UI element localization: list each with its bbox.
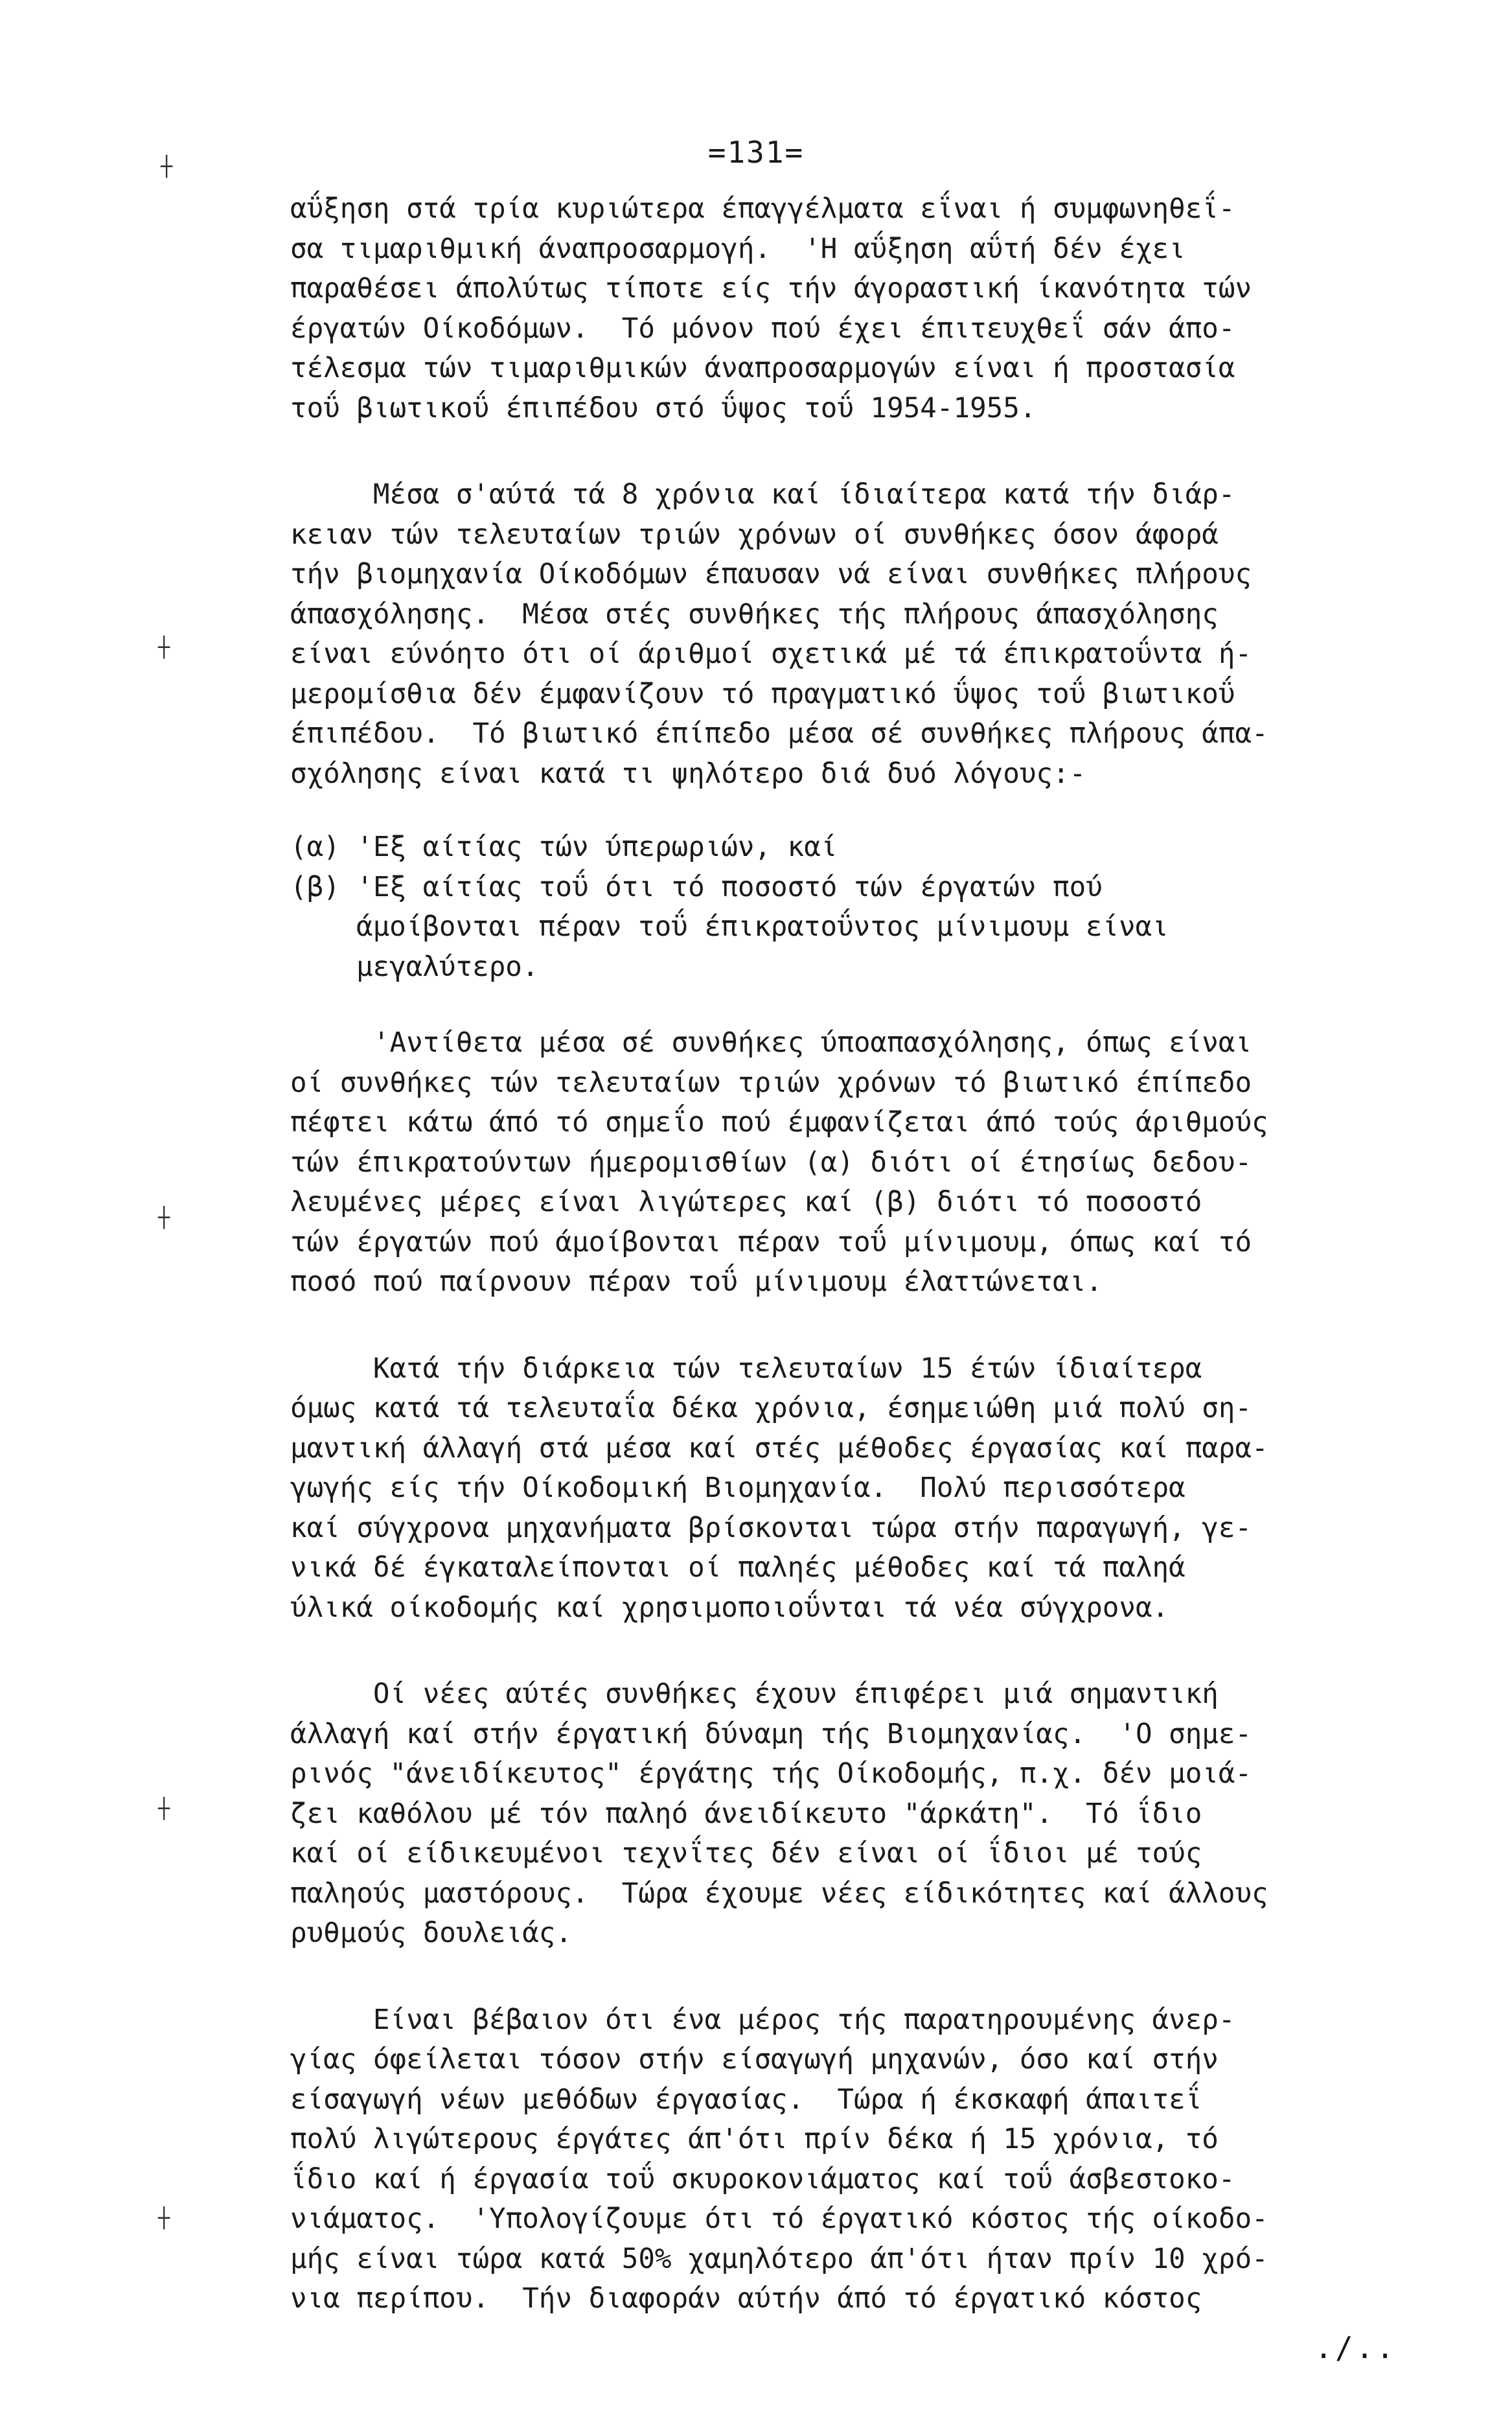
text-line: γίας όφείλεται τόσον στήν είσαγωγή μηχανών, όσο καί στήν [290,2044,1219,2076]
text-line: μαντική άλλαγή στά μέσα καί στές μέθοδες έργασίας καί παρα- [290,1432,1268,1464]
text-line: καί οί είδικευμένοι τεχνΐτες δέν είναι οί ΐδιοι μέ τούς [290,1838,1202,1869]
continuation-mark: ./.. [1314,2330,1397,2365]
list-marker: (α) [290,831,340,863]
text-line: Οί νέες αύτές συνθήκες έχουν έπιφέρει μιά σημαντική [290,1678,1219,1710]
text-line: ρινός "άνειδίκευτος" έργάτης τής Οίκοδομής, π.χ. δέν μοιά- [290,1758,1252,1790]
text-line: τών έπικρατούντων ήμερομισθίων (α) διότι οί έτησίως δεδου- [290,1146,1252,1179]
list-item [290,827,1450,868]
list-marker: (β) [290,871,340,903]
text-line: οί συνθήκες τών τελευταίων τριών χρόνων τό βιωτικό έπίπεδο [290,1067,1252,1099]
text-line: πέφτει κάτω άπό τό σημεΐο πού έμφανίζεται άπό τούς άριθμούς [290,1107,1268,1139]
text-line: άλλαγή καί στήν έργατική δύναμη τής Βιομηχανίας. 'Ο σημε- [290,1718,1252,1750]
text-line: ζει καθόλου μέ τόν παληό άνειδίκευτο "άρκάτη". Τό ΐδιο [290,1798,1202,1830]
text-line: σχόλησης είναι κατά τι ψηλότερο διά δυό λόγους:- [290,758,1086,790]
text-line: έργατών Οίκοδόμων. Τό μόνον πού έχει έπιτευχθεΐ σάν άπο- [290,312,1235,345]
text-line: είναι εύνόητο ότι οί άριθμοί σχετικά μέ τά έπικρατοΰντα ή- [290,638,1252,670]
margin-mark-1: ┼ [161,156,173,178]
text-line: νικά δέ έγκαταλείπονται οί παληές μέθοδες καί τά παληά [290,1552,1186,1584]
list-item-text: 'Εξ αίτίας τών ύπερωριών, καί [356,831,838,863]
text-line: τήν βιομηχανία Οίκοδόμων έπαυσαν νά είναι συνθήκες πλήρους [290,559,1252,590]
document-body [290,189,1450,2366]
margin-mark-5: ┼ [158,2207,170,2230]
text-line: ΐδιο καί ή έργασία τοΰ σκυροκονιάματος καί τοΰ άσβεστοκο- [290,2163,1235,2195]
text-line: Είναι βέβαιον ότι ένα μέρος τής παρατηρουμένης άνερ- [290,2004,1235,2036]
text-line: αΰξηση στά τρία κυριώτερα έπαγγέλματα εΐναι ή συμφωνηθεΐ- [290,193,1235,225]
text-line: γωγής είς τήν Οίκοδομική Βιομηχανία. Πολύ περισσότερα [290,1472,1186,1504]
text-line: κειαν τών τελευταίων τριών χρόνων οί συνθήκες όσον άφορά [290,518,1219,551]
paragraph-2 [290,475,1450,794]
text-line: παληούς μαστόρους. Τώρα έχουμε νέες είδικότητες καί άλλους [290,1877,1268,1910]
text-line: πολύ λιγώτερους έργάτες άπ'ότι πρίν δέκα ή 15 χρόνια, τό [290,2123,1219,2155]
text-line: καί σύγχρονα μηχανήματα βρίσκονται τώρα στήν παραγωγή, γε- [290,1512,1252,1544]
paragraph-6 [290,2000,1450,2319]
text-line: ποσό πού παίρνουν πέραν τοΰ μίνιμουμ έλαττώνεται. [290,1266,1103,1298]
text-line: έπιπέδου. Τό βιωτικό έπίπεδο μέσα σέ συνθήκες πλήρους άπα- [290,718,1268,750]
list-item-text: άμοίβονται πέραν τοΰ έπικρατοΰντος μίνιμουμ είναι [356,911,1169,943]
text-line: λευμένες μέρες είναι λιγώτερες καί (β) διότι τό ποσοστό [290,1186,1202,1218]
margin-mark-3: ┼ [158,1207,170,1229]
margin-mark-4: ┼ [158,1798,170,1820]
text-line: νιάματος. 'Υπολογίζουμε ότι τό έργατικό κόστος τής οίκοδο- [290,2203,1268,2235]
page-number: =131= [707,135,805,170]
text-line: μερομίσθια δέν έμφανίζουν τό πραγματικό ΰψος τοΰ βιωτικοΰ [290,678,1235,710]
text-line: άπασχόλησης. Μέσα στές συνθήκες τής πλήρους άπασχόλησης [290,598,1219,631]
text-line: σα τιμαριθμική άναπροσαρμογή. 'Η αΰξηση αΰτή δέν έχει [290,233,1186,265]
text-line: όμως κατά τά τελευταΐα δέκα χρόνια, έσημειώθη μιά πολύ ση- [290,1393,1252,1424]
list-item-text: μεγαλύτερο. [356,951,539,983]
text-line: Κατά τήν διάρκεια τών τελευταίων 15 έτών ίδιαίτερα [290,1352,1202,1385]
text-line: μής είναι τώρα κατά 50% χαμηλότερο άπ'ότι ήταν πρίν 10 χρό- [290,2243,1268,2275]
text-line: τών έργατών πού άμοίβονται πέραν τοΰ μίνιμουμ, όπως καί τό [290,1226,1252,1258]
text-line: Μέσα σ'αύτά τά 8 χρόνια καί ίδιαίτερα κατά τήν διάρ- [290,479,1235,511]
text-line: παραθέσει άπολύτως τίποτε είς τήν άγοραστική ίκανότητα τών [290,273,1252,305]
text-line: είσαγωγή νέων μεθόδων έργασίας. Τώρα ή έκσκαφή άπαιτεΐ [290,2083,1202,2116]
text-line: νια περίπου. Τήν διαφοράν αύτήν άπό τό έργατικό κόστος [290,2283,1202,2315]
paragraph-3 [290,1023,1450,1302]
text-line: ρυθμούς δουλειάς. [290,1917,572,1949]
list-item-text: 'Εξ αίτίας τοΰ ότι τό ποσοστό τών έργατών πού [356,871,1103,903]
paragraph-5 [290,1674,1450,1954]
text-line: 'Αντίθετα μέσα σέ συνθήκες ύποαπασχόλησης, όπως είναι [290,1027,1252,1059]
text-line: τέλεσμα τών τιμαριθμικών άναπροσαρμογών είναι ή προστασία [290,353,1235,384]
list-item [290,868,1450,988]
text-line: ύλικά οίκοδομής καί χρησιμοποιοΰνται τά νέα σύγχρονα. [290,1591,1169,1624]
margin-mark-2: ┼ [158,636,170,659]
paragraph-4 [290,1349,1450,1628]
reasons-list [290,827,1450,987]
paragraph-1 [290,189,1450,428]
text-line: τοΰ βιωτικοΰ έπιπέδου στό ΰψος τοΰ 1954-1955. [290,392,1037,424]
